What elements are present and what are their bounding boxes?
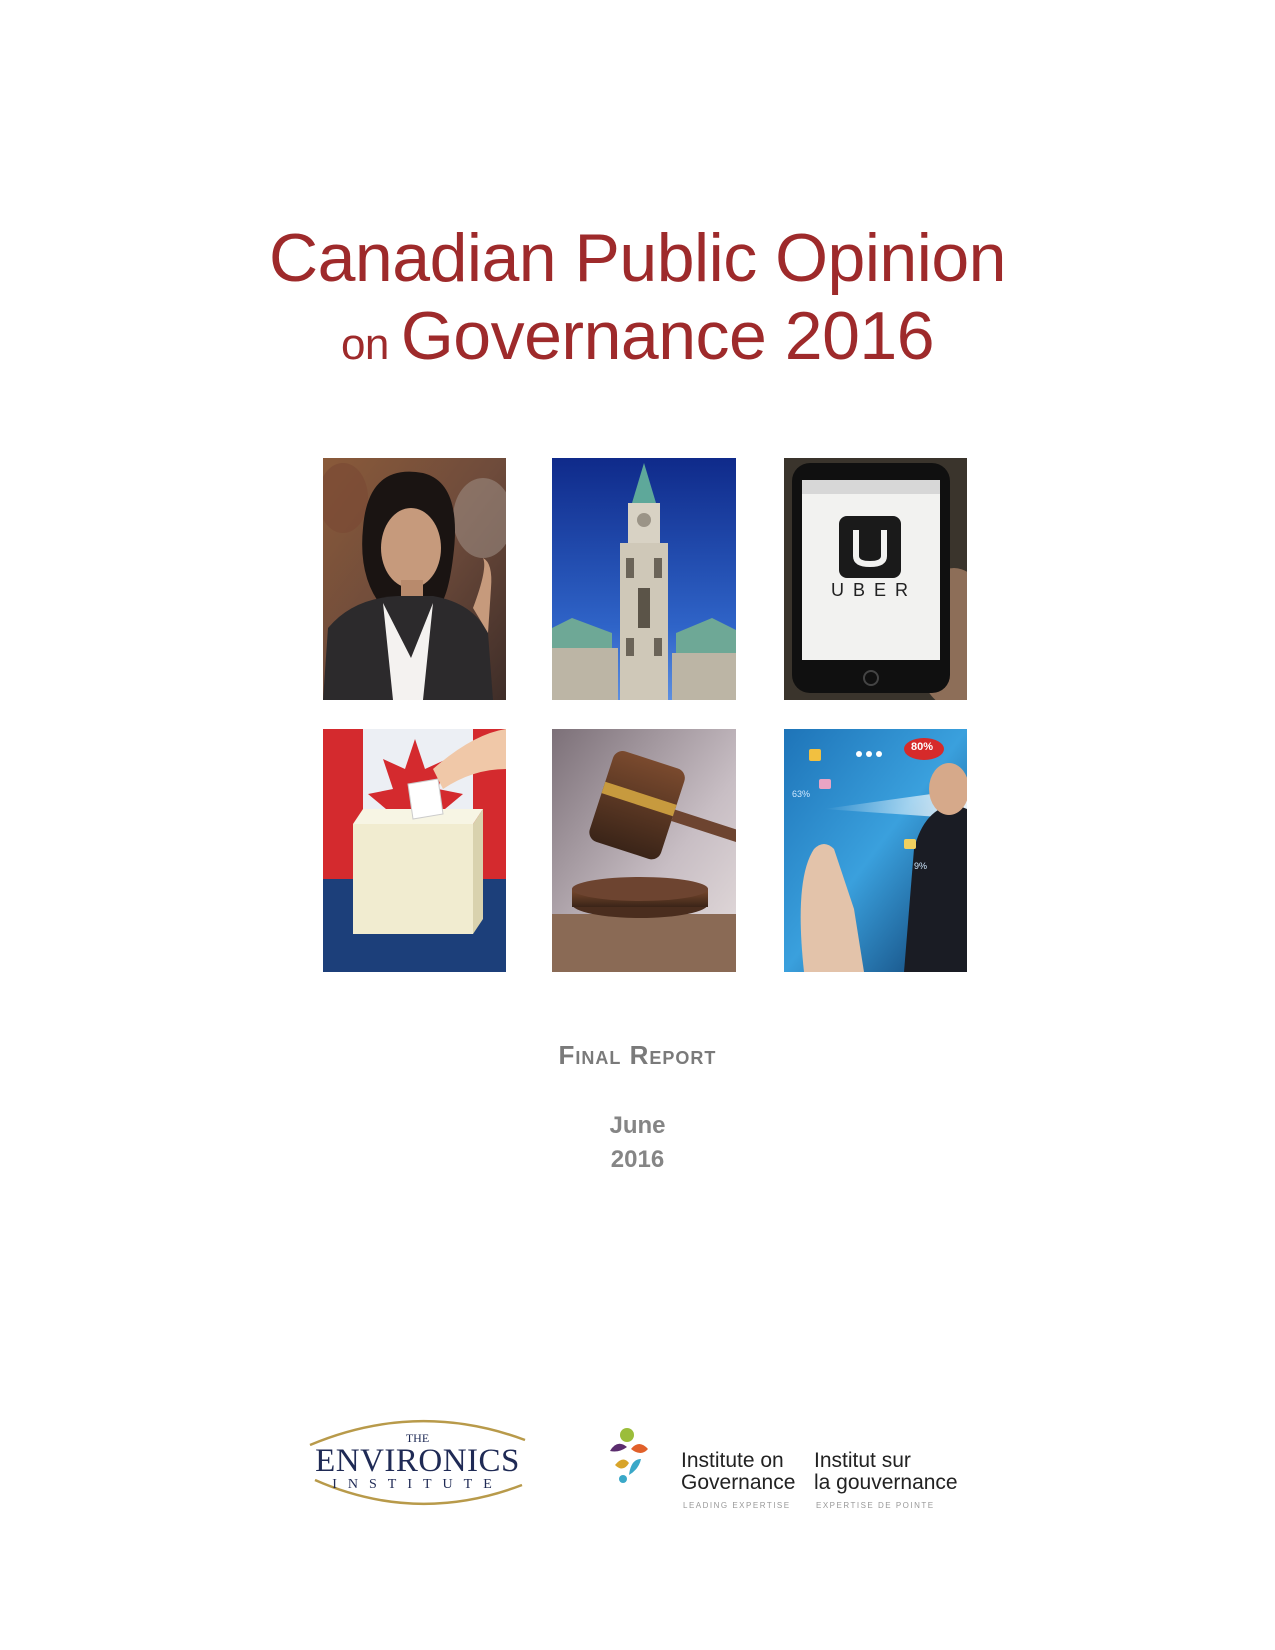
environics-the: THE [405, 1431, 430, 1445]
title-on: on [340, 320, 389, 369]
stat-63: 63% [792, 789, 811, 799]
photo-gavel [552, 729, 736, 972]
environics-institute: INSTITUTE [332, 1477, 503, 1492]
iog-en-line1: Institute on [681, 1449, 784, 1472]
photo-uber-phone [784, 458, 967, 700]
photo-digital-interface [784, 729, 967, 972]
iog-en-tagline: LEADING EXPERTISE [683, 1501, 791, 1510]
stat-9: 9% [914, 861, 928, 871]
title-line-1: Canadian Public Opinion [269, 220, 1006, 296]
report-year: 2016 [610, 1146, 665, 1173]
title-line-2 [0, 296, 1275, 385]
stat-80: 80% [911, 741, 934, 753]
report-month: June [609, 1112, 666, 1139]
iog-logo-mark [605, 1425, 653, 1485]
photo-parliament-tower [552, 458, 736, 700]
iog-fr-line2: la gouvernance [814, 1471, 958, 1494]
environics-logo [300, 1405, 535, 1515]
iog-en-line2: Governance [681, 1471, 796, 1494]
photo-ballot-box [323, 729, 506, 972]
photo-politician [323, 458, 506, 700]
environics-name: ENVIRONICS [315, 1443, 520, 1479]
iog-fr-tagline: EXPERTISE DE POINTE [816, 1501, 935, 1510]
title-governance: Governance 2016 [400, 298, 935, 374]
iog-fr-line1: Institut sur [814, 1449, 911, 1472]
report-label: Final Report [558, 1040, 717, 1070]
uber-wordmark: UBER [830, 580, 917, 600]
